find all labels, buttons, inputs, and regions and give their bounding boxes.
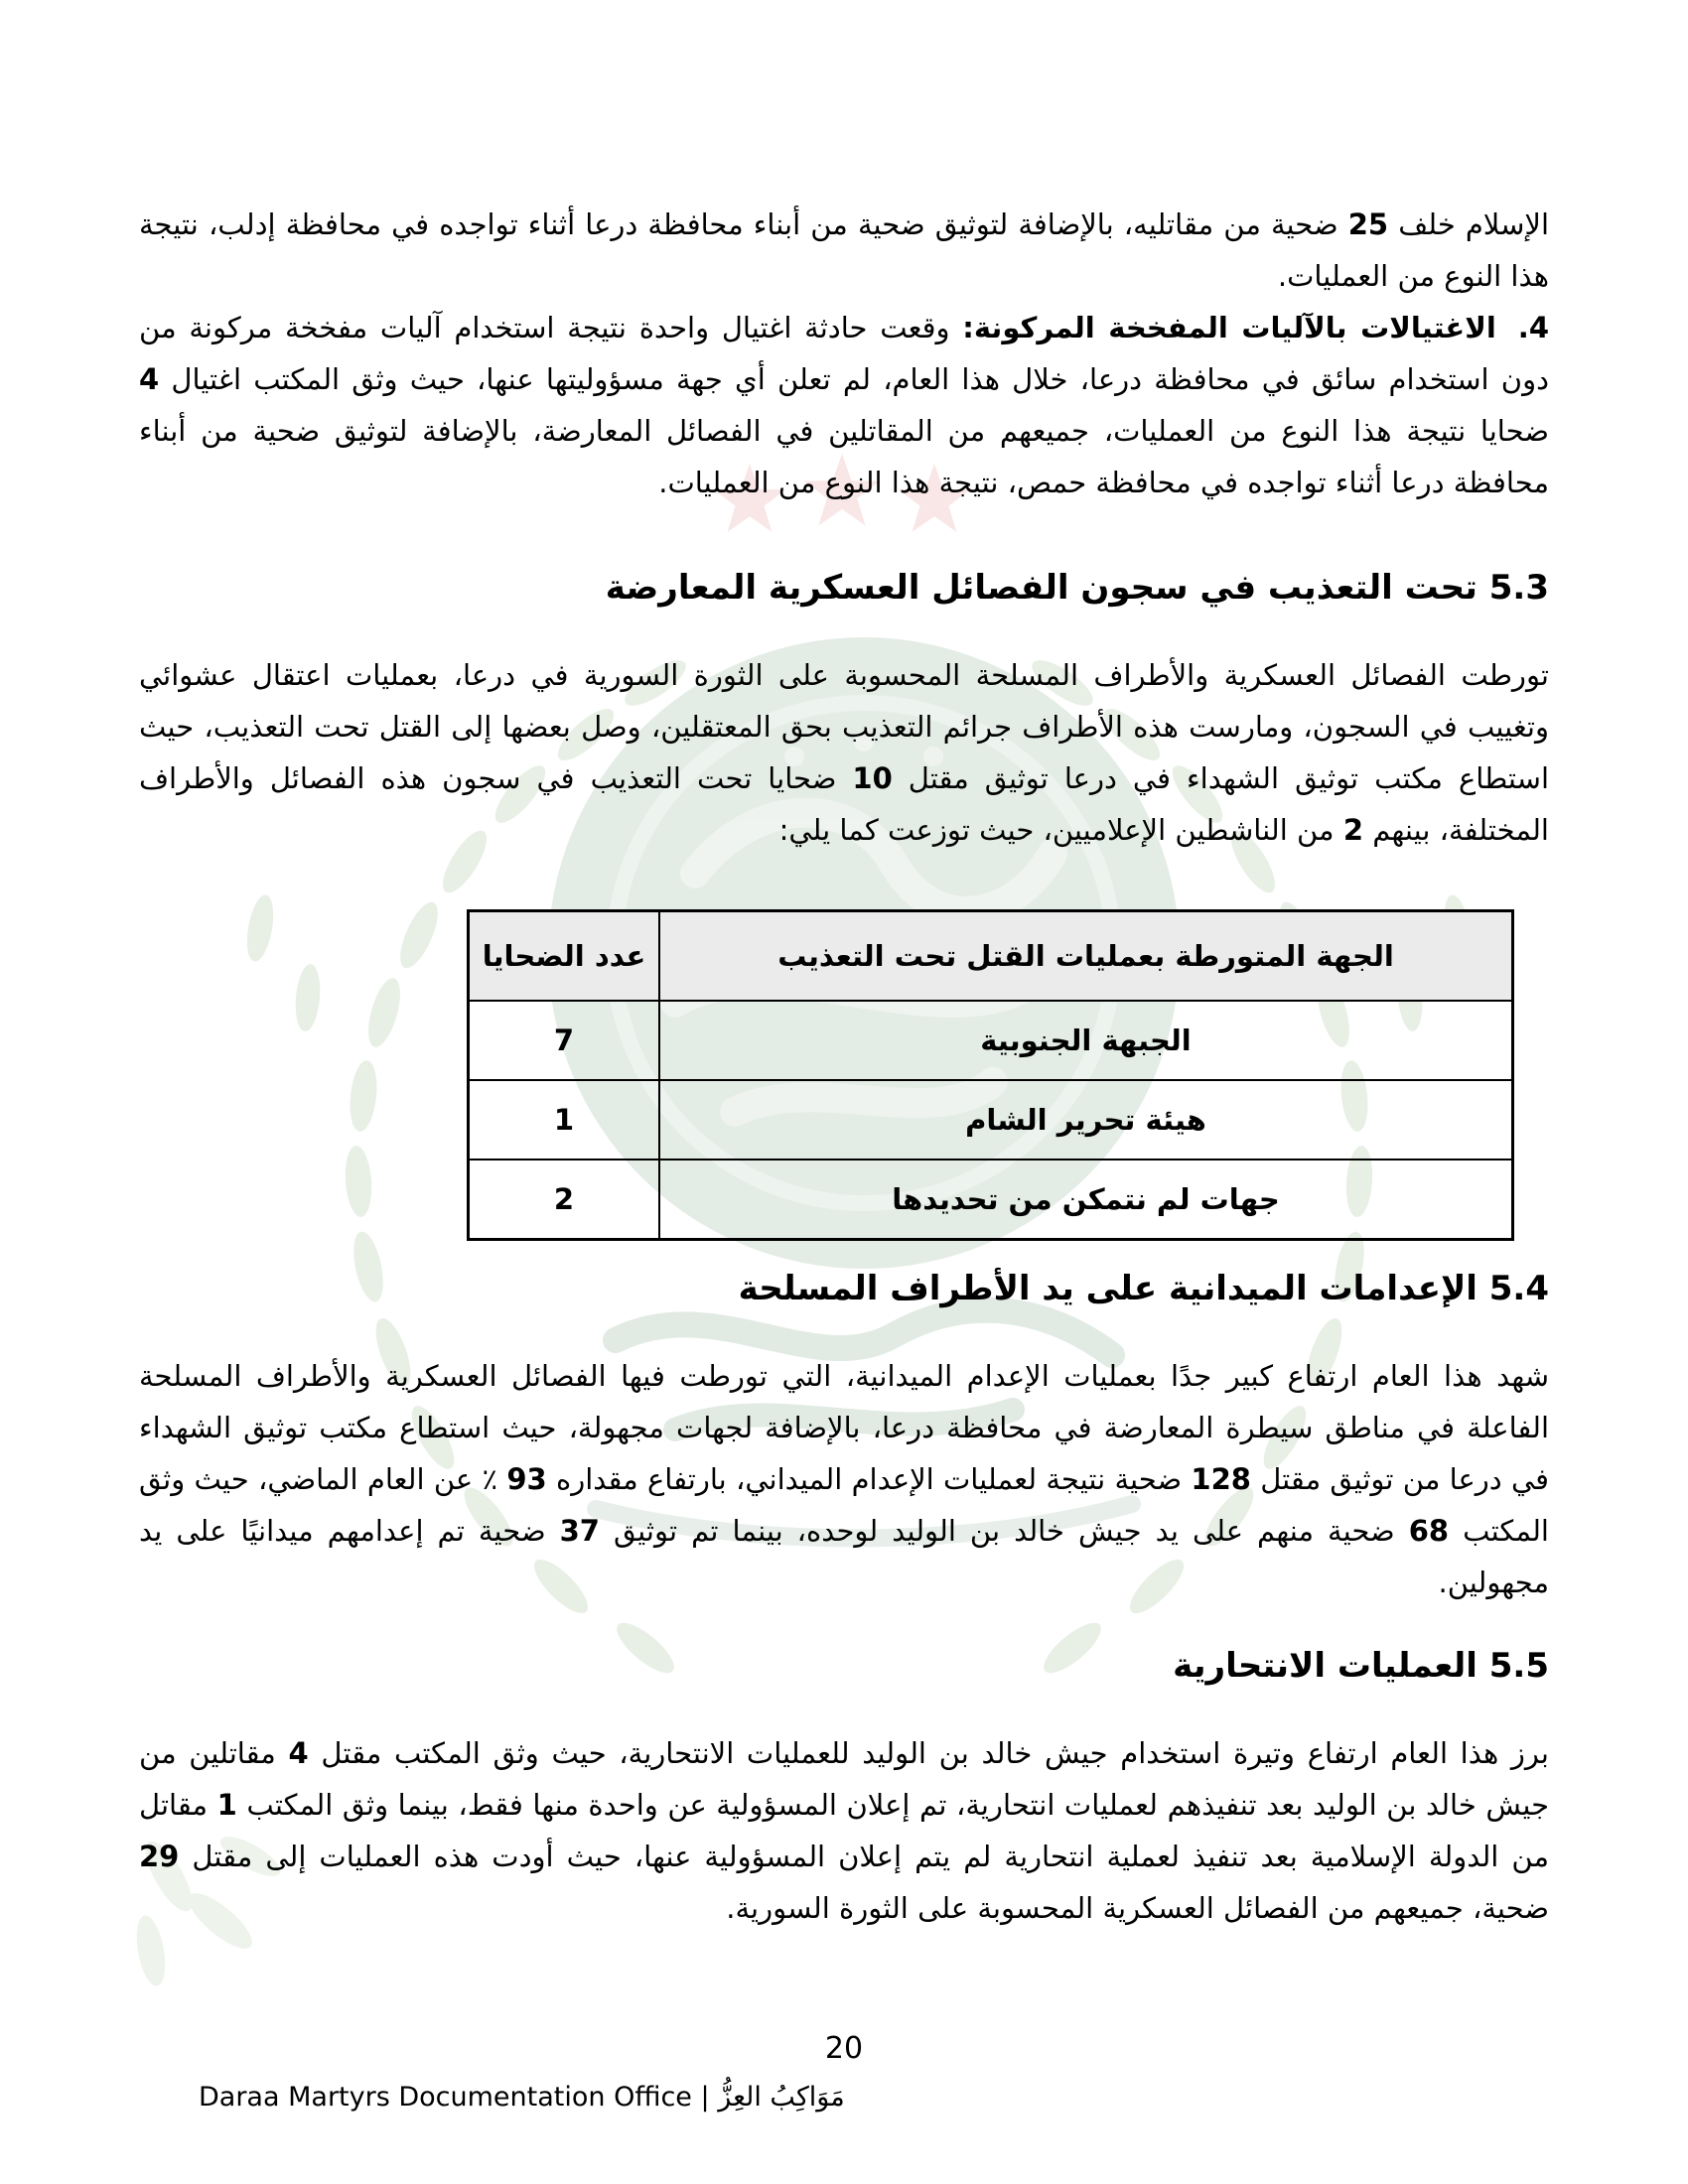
footer-office-name-en: Daraa Martyrs Documentation Office xyxy=(199,2082,692,2113)
entity-column-header: الجهة المتورطة بعمليات القتل تحت التعذيب xyxy=(659,911,1512,1002)
count-cell: 7 xyxy=(469,1001,660,1080)
section-5-3-heading: 5.3 تحت التعذيب في سجون الفصائل العسكرية المعارضة xyxy=(605,568,1549,608)
list-item-text: الاغتيالات بالآليات المفخخة المركونة: وقعت حادثة اغتيال واحدة نتيجة استخدام آليات مفخخة مركونة من دون استخدام سائق في محافظة درعا، خلال هذا العام، لم تعلن أي جهة مسؤوليتها عنها، حيث وثق المكتب اغتيال 4 ضحايا نتيجة هذا النوع من العمليات، جميعهم من المقاتلين في الفصائل المعارضة، بالإضافة لتوثيق ضحية من أبناء محافظة درعا أثناء تواجده في محافظة حمص، نتيجة هذا النوع من العمليات. xyxy=(139,311,1549,499)
section-5-5-paragraph: برز هذا العام ارتفاع وتيرة استخدام جيش خالد بن الوليد للعمليات الانتحارية، حيث وثق المكتب مقتل 4 مقاتلين من جيش خالد بن الوليد بعد تنفيذهم لعمليات انتحارية، تم إعلان المسؤولية عن واحدة منها فقط، بينما وثق المكتب 1 مقاتل من الدولة الإسلامية بعد تنفيذ لعملية انتحارية لم يتم إعلان المسؤولية عنها، حيث أودت هذه العمليات إلى مقتل 29 ضحية، جميعهم من الفصائل العسكرية المحسوبة على الثورة السورية. xyxy=(139,1736,1549,1925)
page-number: 20 xyxy=(824,2031,864,2066)
page-footer xyxy=(199,2082,845,2113)
count-cell: 1 xyxy=(469,1080,660,1160)
table-header-row xyxy=(469,911,1513,1002)
count-column-header: عدد الضحايا xyxy=(469,911,660,1002)
section-5-5-heading: 5.5 العمليات الانتحارية xyxy=(1173,1646,1549,1686)
table-row xyxy=(469,1160,1513,1240)
table-row xyxy=(469,1001,1513,1080)
entity-cell: جهات لم نتمكن من تحديدها xyxy=(659,1160,1512,1240)
count-cell: 2 xyxy=(469,1160,660,1240)
list-item-marker: 4. xyxy=(1517,311,1549,344)
section-5-3-paragraph: تورطت الفصائل العسكرية والأطراف المسلحة المحسوبة على الثورة السورية في درعا، بعمليات اعتقال عشوائي وتغييب في السجون، ومارست هذه الأطراف جرائم التعذيب بحق المعتقلين، وصل بعضها إلى القتل تحت التعذيب، حيث استطاع مكتب توثيق الشهداء في درعا توثيق مقتل 10 ضحايا تحت التعذيب في سجون هذه الفصائل والأطراف المختلفة، بينهم 2 من الناشطين الإعلاميين، حيث توزعت كما يلي: xyxy=(139,658,1549,847)
section-5-4-paragraph: شهد هذا العام ارتفاع كبير جدًا بعمليات الإعدام الميدانية، التي تورطت فيها الفصائل العسكرية والأطراف المسلحة الفاعلة في مناطق سيطرة المعارضة في محافظة درعا، بالإضافة لجهات مجهولة، حيث استطاع مكتب توثيق الشهداء في درعا من توثيق مقتل 128 ضحية نتيجة لعمليات الإعدام الميداني، بارتفاع مقداره 93 ٪ عن العام الماضي، حيث وثق المكتب 68 ضحية منهم على يد جيش خالد بن الوليد لوحده، بينما تم توثيق 37 ضحية تم إعدامهم ميدانيًا على يد مجهولين. xyxy=(139,1359,1549,1599)
footer-separator: | xyxy=(700,2082,710,2113)
entity-cell: الجبهة الجنوبية xyxy=(659,1001,1512,1080)
victims-table xyxy=(467,909,1514,1241)
intro-paragraph: الإسلام خلف 25 ضحية من مقاتليه، بالإضافة لتوثيق ضحية من أبناء محافظة درعا أثناء تواجده في محافظة إدلب، نتيجة هذا النوع من العمليات. xyxy=(139,207,1550,293)
footer-office-name-ar: مَوَاكِبُ العِزُّ xyxy=(718,2082,845,2113)
entity-cell: هيئة تحرير الشام xyxy=(659,1080,1512,1160)
list-item-4 xyxy=(139,302,1549,508)
section-5-4-heading: 5.4 الإعدامات الميدانية على يد الأطراف المسلحة xyxy=(738,1269,1549,1308)
table-row xyxy=(469,1080,1513,1160)
